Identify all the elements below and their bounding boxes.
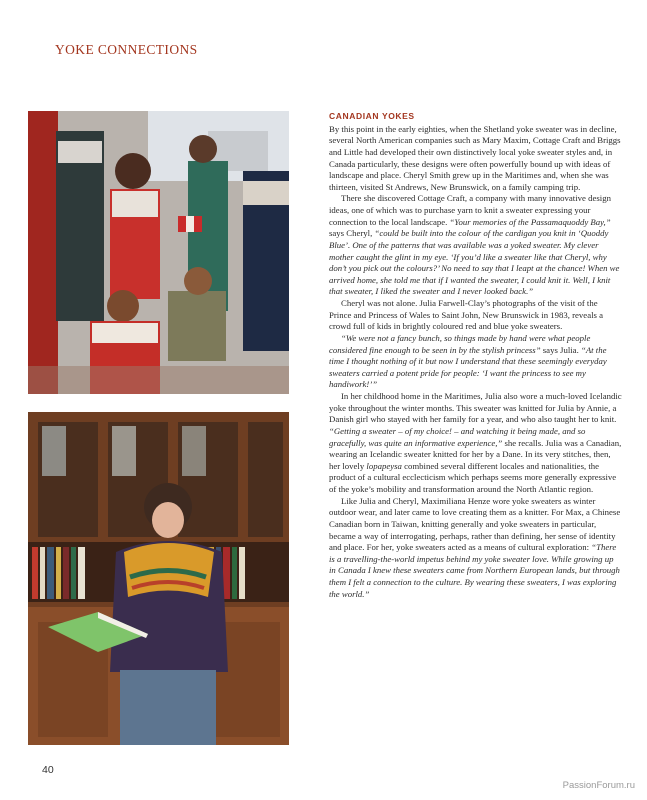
quote-run: “We were not a fancy bunch, so things made by hand were what people considered fine enough to be seen in by the stylish princess” (329, 332, 591, 355)
text-run: Cheryl was not alone. Julia Farwell-Clay’s photographs of the visit of the Prince and Princess of Wales to Saint John, New Brunswick in 1983, reveals a crowd full of kids in brightly coloured red and blue yoke sweaters. (329, 298, 603, 332)
article-paragraph (329, 298, 622, 333)
text-run: says Cheryl, (329, 228, 375, 239)
article-paragraph (329, 193, 622, 298)
woman-reading-photo-image (28, 412, 289, 745)
article-paragraph (329, 124, 622, 194)
article-paragraph (329, 391, 622, 496)
quote-run: lopapeysa (366, 460, 402, 471)
text-run: There she discovered Cottage Craft, a company with many innovative design ideas, one of which was to purchase yarn to knit a sweater expressing your connection to the local landscape. (329, 193, 611, 227)
text-run: By this point in the early eighties, when the Shetland yoke sweater was in decline, several North American companies such as Mary Maxim, Cottage Craft and Briggs and Little had developed their own distinctively local yoke sweater styles and, in Canada particularly, these designs were often powerfully bound up with ideas of landscape and place. Cheryl Smith grew up in the Maritimes and, when she was thirteen, visited St Andrews, New Brunswick, on a family camping trip. (329, 123, 621, 192)
text-run: she recalls. Julia was a Canadian, wearing an Icelandic sweater knitted for her by a Dane. In its very stitches, then, her lovely (329, 437, 622, 471)
article-paragraph (329, 333, 622, 391)
quote-run: “could be built into the colour of the cardigan you knit in ‘Quoddy Blue’. One of the patterns that was available was a yoked sweater. My clever mother caught the glint in my eye. ‘If you’d like a sweater like that Cheryl, why don’t you pick out the colours?’ No need to say that I leapt at the chance! When we arrived home, she told me that if I wanted the sweater, I could knit it. Well, I knit that sweater, I liked the sweater and I never looked back.” (329, 228, 620, 297)
quote-run: “There is a travelling-the-world impetus behind my yoke sweater love. While growing up in Canada I knew these sweaters came from Northern European lands, but through them I felt a connection to the culture. By wearing these sweaters, I was exploring the world.” (329, 542, 620, 599)
section-heading: CANADIAN YOKES (329, 111, 415, 121)
watermark: PassionForum.ru (562, 780, 635, 791)
text-run: says Julia. (540, 344, 581, 355)
running-head: YOKE CONNECTIONS (55, 42, 198, 57)
crowd-photo-image (28, 111, 289, 394)
article-paragraph (329, 496, 622, 601)
text-run: combined several different locales and nationalities, the product of a cultural ecclecticism which perhaps seems more generally expressive of the yoke’s mobility and transformation around the North Atlantic region. (329, 460, 617, 494)
quote-run: “At the time I thought nothing of it but now I understand that these seemingly everyday sweaters carried a potent pride for people: ‘I want the princess to see my handiwork!’” (329, 344, 607, 390)
page-number: 40 (42, 764, 54, 776)
text-run: In her childhood home in the Maritimes, Julia also wore a much-loved Icelandic yoke throughout the winter months. This sweater was knitted for Julia by Annie, a Danish girl who stayed with her family for a year, and who also taught her to knit. (329, 391, 622, 425)
quote-run: “Your memories of the Passamaquoddy Bay,” (449, 216, 611, 227)
article-text-column (329, 111, 622, 600)
article-body (329, 124, 622, 601)
crowd-photo (28, 111, 289, 394)
quote-run: “Getting a sweater – of my choice! – and watching it being made, and so gracefully, was quite an informative experience,” (329, 425, 586, 448)
text-run: Like Julia and Cheryl, Maximiliana Henze wore yoke sweaters as winter outdoor wear, and later came to love creating them as a knitter. For Max, a Chinese Canadian born in Taiwan, knitting generally and yoke sweaters in particular, became a way of interrogating, perhaps, rather than defining, her sense of identity and place. For her, yoke sweaters acted as a means of cultural exploration: (329, 495, 621, 553)
woman-reading-photo (28, 412, 289, 745)
